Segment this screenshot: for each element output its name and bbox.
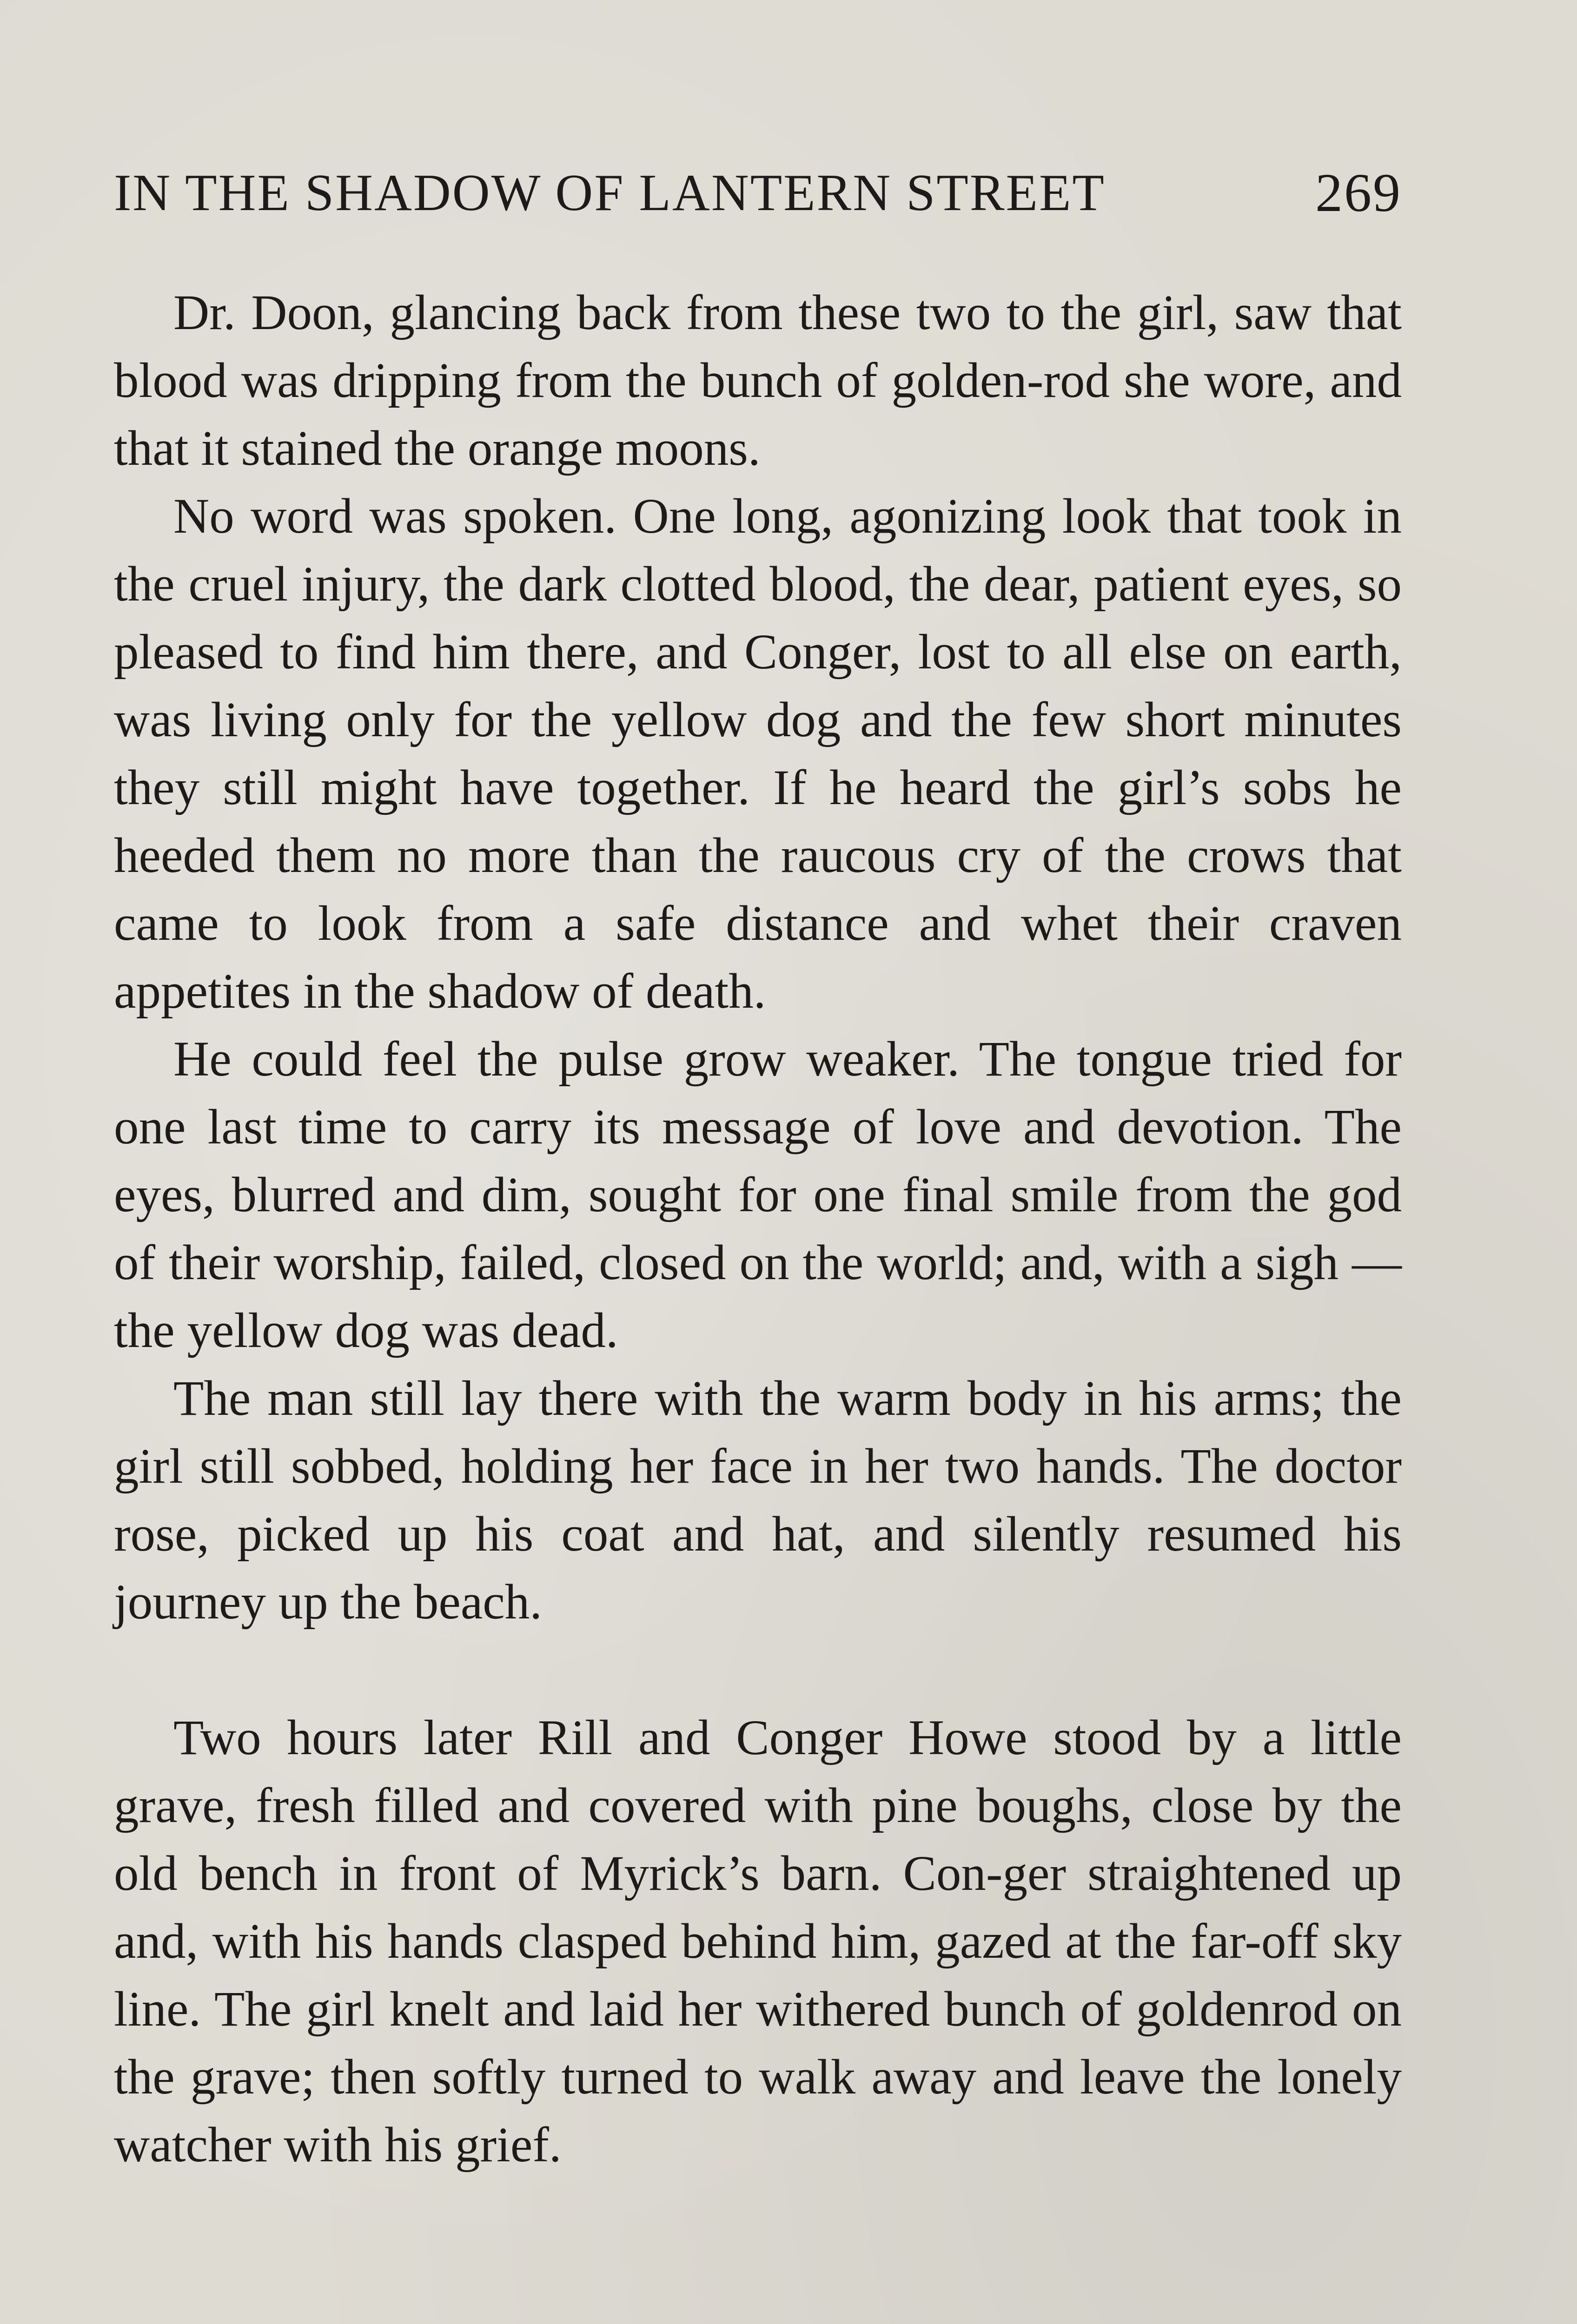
- running-head: [114, 156, 1402, 230]
- paragraph-1: Dr. Doon, glancing back from these two to the girl, saw that blood was dripping from the bunch of golden-rod she wore, and that it stained the orange moons.: [114, 285, 1402, 476]
- page-number: 269: [1315, 162, 1402, 223]
- paragraph-2: No word was spoken. One long, agonizing look that took in the cruel injury, the dark clotted blood, the dear, patient eyes, so pleased to find him there, and Conger, lost to all else on earth, was living only for the yellow dog and the few short minutes they still might have together. If he heard the girl’s sobs he heeded them no more than the raucous cry of the crows that came to look from a safe distance and whet their craven appetites in the shadow of death.: [114, 489, 1402, 1019]
- paragraph-3: He could feel the pulse grow weaker. The tongue tried for one last time to carry its message of love and devotion. The eyes, blurred and dim, sought for one final smile from the god of their worship, failed, closed on the world; and, with a sigh — the yellow dog was dead.: [114, 1032, 1402, 1358]
- body-text: [114, 279, 1402, 2179]
- paragraph-5: Two hours later Rill and Conger Howe stood by a little grave, fresh filled and covered with pine boughs, close by the old bench in front of Myrick’s barn. Con-ger straightened up and, with his hands clasped behind him, gazed at the far-off sky line. The girl knelt and laid her withered bunch of goldenrod on the grave; then softly turned to walk away and leave the lonely watcher with his grief.: [114, 1710, 1402, 2172]
- paragraph-4: The man still lay there with the warm body in his arms; the girl still sobbed, holding her face in her two hands. The doctor rose, picked up his coat and hat, and silently resumed his journey up the beach.: [114, 1371, 1402, 1630]
- running-title: IN THE SHADOW OF LANTERN STREET: [114, 164, 1106, 222]
- section-break: [114, 1636, 1402, 1704]
